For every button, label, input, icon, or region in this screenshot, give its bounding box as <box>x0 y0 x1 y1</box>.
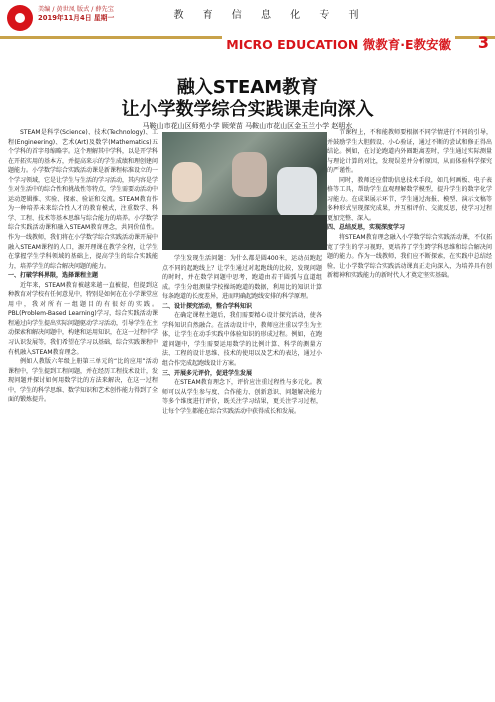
paragraph: 在STEAM教育理念下，评价应注重过程性与多元化。教师可以从学生参与度、合作能力、创新意识、问题解决能力等多个维度进行评价，既关注学习结果，更关注学习过程，让每个学生都能在综合实践活动中获得成长和发展。 <box>162 379 322 415</box>
paragraph: 在确定课程主题后，我们需要精心设计探究活动，使各学科知识自然融合。在活动设计中，教师应注重以学生为主体，让学生在动手实践中体验知识的形成过程。例如，在跑道问题中，学生需要运用数学的比例计算、科学的测量方法、工程的设计思维、技术的使用以及艺术的表达，通过小组合作完成起跑线设计方案。 <box>162 312 322 368</box>
paragraph: 节课程上，不和能教师要根据不同学情进行不同的引导，并鼓励学生大胆假设、小心验证，通过不断的尝试和修正得出结论。例如，在讨论跑道内外圈距离差时，学生通过实际测量与理论计算的对比，发现误差并分析原因，从而体验科学探究的严谨性。 <box>327 129 492 175</box>
section-heading: 二、设计探究活动，整合学科知识 <box>162 302 253 310</box>
paragraph: STEAM是科学(Science)、技术(Technology)、工程(Engineering)、艺术(Art)及数学(Mathematics)五个学科的首字母缩略字。这个理解其中学科，以是开学科在开拓实用的基本方，并提高来示的学生成绩和理创建问题能力。小学数学综合实践活动课是新课程标准设立的一个学习领域，它是让学生与生活的学习活动，其内容是学生对生活中的综合性和挑战性等特点，学生需要动活动中运动逻辑推、实验、探索、验证和交流。STEAM教育作为一种培养未来综合性人才的教育模式，注重数学、科学、工程、技术等基本思维与综合能力的培养。小学数学综合实践活动课和融入STEAM教育理念，共同价值性。作为一线教师，我们将在小学数学综合实践活动课开展中融入STEAM课程的人口，源开理课在教学全程，让学生在掌握学生学科领域的基础上，提高学生的综合实践能力，培养学生的综合解决问题的能力。 <box>8 129 158 270</box>
paragraph: 将STEAM教育理念融入小学数学综合实践活动课，不仅拓宽了学生的学习视野，更培养了学生跨学科思维和综合解决问题的能力。作为一线教师，我们应不断探索，在实践中总结经验，让小学数学综合实践活动课真正走向深入，为培养具有创新精神和实践能力的新时代人才奠定坚实基础。 <box>327 234 492 280</box>
article-column-2 <box>162 254 322 694</box>
photo-figure <box>172 162 202 202</box>
headline-line-1: 融入STEAM教育 <box>176 77 319 98</box>
headline-line-2: 让小学数学综合实践课走向深入 <box>121 99 374 120</box>
classroom-photo <box>162 132 327 250</box>
paragraph: 近年来，STEAM教育被越来越一直被提，但提到这种教育对学校有任何意见中，特别是如何在在小学课堂应用中，我对所有一组题目的有很好的实践。PBL(Problem-Based Learning)学习，综合实践活动课程通过向学生提出实际问题驱动学习活动，引导学生在主动探索和解决问题中，构建和运用知识，在这一过程中学习认识发展等，我们希望在学习以基础，综合实践课程中有机融入STEAM教育理念。 <box>8 281 158 356</box>
section-tagline: MICRO EDUCATION 微教育·E教安徽 <box>222 35 455 53</box>
editor-line: 美编 / 黄世凤 版式 / 薛先宝 <box>38 6 114 13</box>
photo-figure <box>277 167 317 217</box>
section-heading: 三、开展多元评价，促进学生发展 <box>162 369 253 377</box>
article-column-3 <box>327 128 492 694</box>
paragraph: 同时，教师还应借助信息技术手段，如几何画板、电子表格等工具，帮助学生直观理解数学模型，提升学生的数字化学习能力。在成果展示环节，学生通过海报、模型、演示文稿等多种形式呈现探究成果，并互相评价、交流反思，使学习过程更加完整、深入。 <box>327 176 492 222</box>
photo-desk <box>162 215 327 250</box>
column-title: 教 育 信 息 化 专 刊 <box>173 10 367 21</box>
photo-figure <box>232 152 267 197</box>
issue-meta <box>38 5 148 23</box>
section-heading: 一、打破学科界限，选择课程主题 <box>8 272 99 280</box>
page-header <box>0 0 495 52</box>
article-column-1 <box>8 128 158 694</box>
paragraph: 例如人教版六年级上册第三单元的“比的应用”活动课程中，学生提到工程问题，并在经历工程技术设计，发现问题并探讨如何用数学比的方法来解决，在这一过程中，学生的科学思维、数学知识和艺术创作能力得到了全面的锻炼提升。 <box>8 358 158 404</box>
issue-date: 2019年11月4日 星期一 <box>38 14 115 22</box>
page-number: 3 <box>477 33 489 52</box>
section-heading: 四、总结反思，实现深度学习 <box>327 224 406 232</box>
byline: 马鞍山市花山区师苑小学 顾荣苗 马鞍山市花山区金玉兰小学 赵明水 <box>142 122 353 130</box>
paragraph: 学生发现生活问题：为什么都是圆400米，运动员跑起点不同的起跑线上？让学生通过对起跑线的比较，发现问题的时时，并在数学问题中思考，跑道由若干圆弧与直道组成。学生分组测量学校操场跑道的数据，利用比的知识计算每条跑道的长度差异，进而明确起跑线安排的科学原理。 <box>162 255 322 301</box>
newspaper-logo-icon <box>7 5 33 31</box>
